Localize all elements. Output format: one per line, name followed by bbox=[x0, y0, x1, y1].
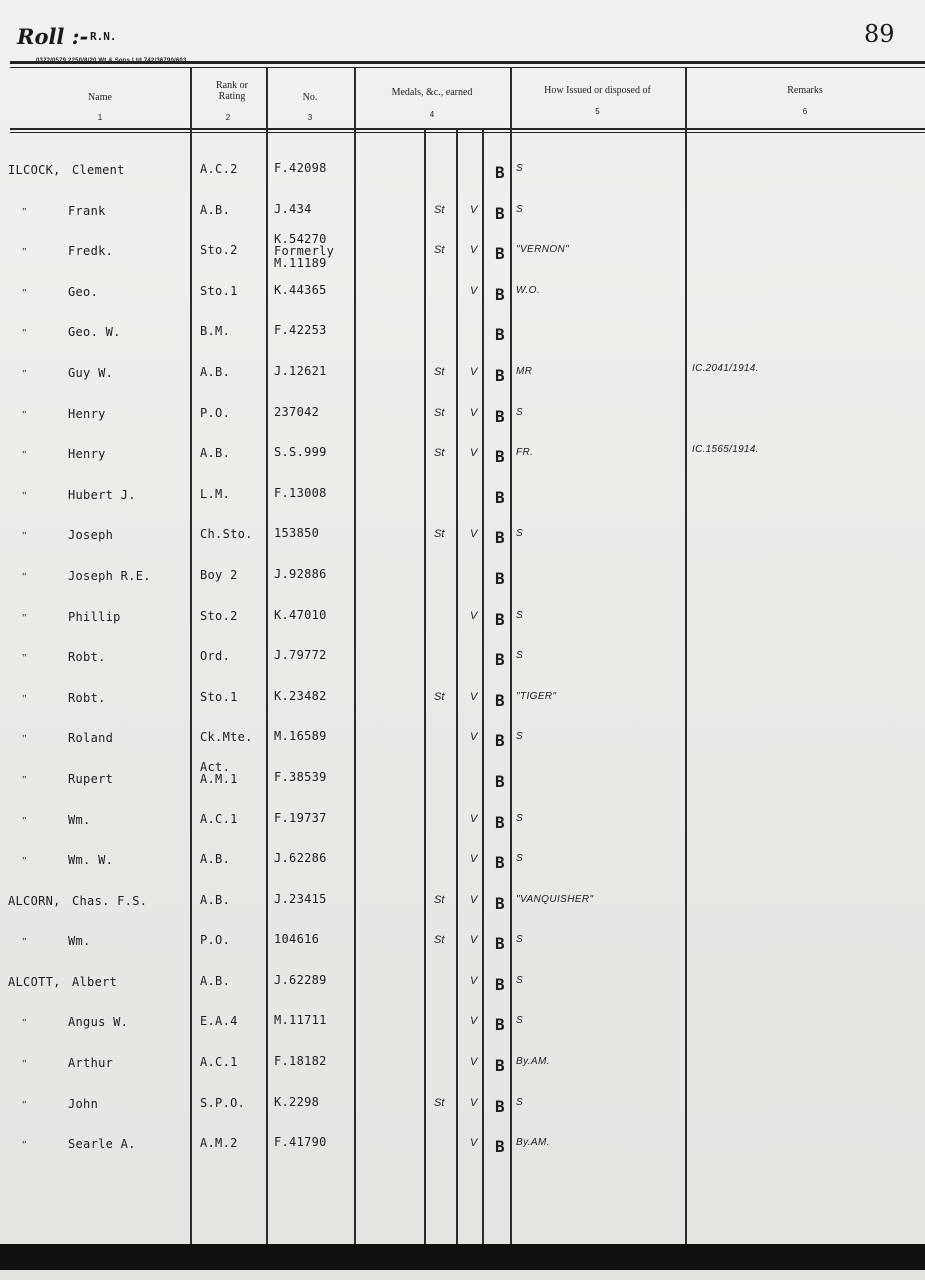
header-bottom-rule-thin bbox=[10, 132, 925, 133]
column-number-no: 3 bbox=[307, 113, 313, 122]
service-number-cell: S.S.999 bbox=[274, 445, 327, 460]
british-war-medal-mark: B bbox=[495, 244, 505, 264]
service-number-cell: F.13008 bbox=[274, 485, 327, 500]
roll-entries bbox=[0, 150, 925, 1165]
surname-cell: " bbox=[22, 692, 27, 705]
surname-cell: " bbox=[22, 367, 27, 380]
british-war-medal-mark: B bbox=[495, 974, 505, 994]
issued-cell: S bbox=[516, 974, 524, 986]
british-war-medal-mark: B bbox=[495, 771, 505, 791]
victory-medal-mark: V bbox=[470, 731, 478, 744]
star-medal-mark: St bbox=[434, 690, 445, 703]
surname-cell: " bbox=[22, 246, 27, 259]
british-war-medal-mark: B bbox=[495, 447, 505, 467]
victory-medal-mark: V bbox=[470, 406, 478, 419]
scan-bottom-edge bbox=[0, 1244, 925, 1270]
british-war-medal-mark: B bbox=[495, 568, 505, 588]
given-name-cell: Geo. W. bbox=[68, 325, 121, 340]
british-war-medal-mark: B bbox=[495, 487, 505, 507]
british-war-medal-mark: B bbox=[495, 690, 505, 710]
star-medal-mark: St bbox=[434, 528, 445, 541]
rank-cell: P.O. bbox=[200, 405, 231, 420]
star-medal-mark: St bbox=[434, 244, 445, 257]
service-number-cell: K.47010 bbox=[274, 607, 327, 622]
star-medal-mark: St bbox=[434, 1096, 445, 1109]
rank-cell: Sto.2 bbox=[200, 243, 238, 258]
victory-medal-mark: V bbox=[470, 609, 478, 622]
issued-cell: S bbox=[516, 934, 524, 946]
service-number-cell: M.11711 bbox=[274, 1013, 327, 1028]
roll-value: R.N. bbox=[90, 30, 117, 43]
victory-medal-mark: V bbox=[470, 284, 478, 297]
column-header-name: Name bbox=[88, 92, 112, 103]
british-war-medal-mark: B bbox=[495, 1096, 505, 1116]
rank-cell: L.M. bbox=[200, 486, 231, 501]
given-name-cell: Angus W. bbox=[68, 1015, 129, 1030]
british-war-medal-mark: B bbox=[495, 609, 505, 629]
column-header-no: No. bbox=[302, 92, 318, 103]
rank-cell: A.B. bbox=[200, 973, 231, 988]
service-number-cell: F.38539 bbox=[274, 769, 327, 784]
table-row bbox=[0, 1043, 925, 1084]
table-row bbox=[0, 800, 925, 841]
victory-medal-mark: V bbox=[470, 528, 478, 541]
british-war-medal-mark: B bbox=[495, 528, 505, 548]
service-number-cell: J.12621 bbox=[274, 363, 327, 378]
issued-cell: FR. bbox=[516, 447, 534, 459]
rank-cell: Sto.1 bbox=[200, 283, 238, 298]
rank-cell: B.M. bbox=[200, 324, 231, 339]
table-row bbox=[0, 597, 925, 638]
service-number-cell: J.92886 bbox=[274, 566, 327, 581]
service-number-cell: K.54270 Formerly M.11189 bbox=[274, 232, 335, 271]
rank-cell: A.B. bbox=[200, 892, 231, 907]
victory-medal-mark: V bbox=[470, 1096, 478, 1109]
surname-cell: " bbox=[22, 449, 27, 462]
surname-cell: " bbox=[22, 408, 27, 421]
issued-cell: S bbox=[516, 731, 524, 743]
british-war-medal-mark: B bbox=[495, 812, 505, 832]
table-row bbox=[0, 475, 925, 516]
british-war-medal-mark: B bbox=[495, 934, 505, 954]
surname-cell: " bbox=[22, 936, 27, 949]
service-number-cell: K.23482 bbox=[274, 688, 327, 703]
victory-medal-mark: V bbox=[470, 203, 478, 216]
service-number-cell: 237042 bbox=[274, 404, 320, 419]
column-number-name: 1 bbox=[97, 113, 103, 122]
rank-cell: S.P.O. bbox=[200, 1095, 246, 1110]
service-number-cell: 104616 bbox=[274, 932, 320, 947]
table-row bbox=[0, 840, 925, 881]
issued-cell: S bbox=[516, 1096, 524, 1108]
column-number-issued: 5 bbox=[595, 107, 600, 116]
surname-cell: " bbox=[22, 489, 27, 502]
rank-cell: A.C.1 bbox=[200, 1055, 238, 1070]
victory-medal-mark: V bbox=[470, 812, 478, 825]
surname-cell: " bbox=[22, 733, 27, 746]
service-number-cell: J.434 bbox=[274, 201, 312, 216]
given-name-cell: Albert bbox=[72, 974, 118, 989]
service-number-cell: F.41790 bbox=[274, 1135, 327, 1150]
table-row bbox=[0, 962, 925, 1003]
issued-cell: W.O. bbox=[516, 284, 541, 296]
british-war-medal-mark: B bbox=[495, 406, 505, 426]
service-number-cell: J.62289 bbox=[274, 972, 327, 987]
rank-cell: A.B. bbox=[200, 364, 231, 379]
issued-cell: S bbox=[516, 812, 524, 824]
rank-cell: Boy 2 bbox=[200, 567, 238, 582]
table-row bbox=[0, 394, 925, 435]
star-medal-mark: St bbox=[434, 365, 445, 378]
surname-cell: " bbox=[22, 611, 27, 624]
rank-cell: Ck.Mte. bbox=[200, 730, 253, 745]
rank-cell: Sto.1 bbox=[200, 689, 238, 704]
given-name-cell: Geo. bbox=[68, 284, 99, 299]
surname-cell: " bbox=[22, 205, 27, 218]
issued-cell: By.AM. bbox=[516, 1056, 550, 1068]
issued-cell: S bbox=[516, 528, 524, 540]
victory-medal-mark: V bbox=[470, 365, 478, 378]
victory-medal-mark: V bbox=[470, 1015, 478, 1028]
header-bottom-rule bbox=[10, 128, 925, 130]
column-number-rank: 2 bbox=[225, 113, 231, 122]
table-row bbox=[0, 515, 925, 556]
column-header-issued: How Issued or disposed of bbox=[544, 85, 651, 96]
victory-medal-mark: V bbox=[470, 244, 478, 257]
column-header-medals: Medals, &c., earned bbox=[391, 87, 473, 98]
table-row bbox=[0, 556, 925, 597]
given-name-cell: Robt. bbox=[68, 690, 106, 705]
issued-cell: S bbox=[516, 609, 524, 621]
given-name-cell: Wm. bbox=[68, 934, 91, 949]
surname-cell: ALCOTT, bbox=[8, 974, 61, 989]
issued-cell: S bbox=[516, 406, 524, 418]
surname-cell: " bbox=[22, 652, 27, 665]
table-row bbox=[0, 1002, 925, 1043]
issued-cell: MR bbox=[516, 365, 533, 377]
surname-cell: " bbox=[22, 530, 27, 543]
table-row bbox=[0, 231, 925, 272]
service-number-cell: K.44365 bbox=[274, 282, 327, 297]
given-name-cell: Searle A. bbox=[68, 1137, 136, 1152]
given-name-cell: Phillip bbox=[68, 609, 121, 624]
service-number-cell: J.62286 bbox=[274, 851, 327, 866]
victory-medal-mark: V bbox=[470, 853, 478, 866]
british-war-medal-mark: B bbox=[495, 650, 505, 670]
service-number-cell: J.79772 bbox=[274, 648, 327, 663]
given-name-cell: John bbox=[68, 1096, 99, 1111]
remark-cell: IC.1565/1914. bbox=[692, 444, 759, 456]
star-medal-mark: St bbox=[434, 447, 445, 460]
rank-cell: A.B. bbox=[200, 446, 231, 461]
rank-cell: Ord. bbox=[200, 649, 231, 664]
victory-medal-mark: V bbox=[470, 1137, 478, 1150]
issued-cell: S bbox=[516, 650, 524, 662]
surname-cell: ALCORN, bbox=[8, 893, 61, 908]
british-war-medal-mark: B bbox=[495, 1137, 505, 1157]
given-name-cell: Chas. F.S. bbox=[72, 893, 148, 908]
remark-cell: IC.2041/1914. bbox=[692, 362, 759, 374]
star-medal-mark: St bbox=[434, 934, 445, 947]
rank-cell: Act. A.M.1 bbox=[200, 759, 238, 786]
column-header-remarks: Remarks bbox=[787, 85, 823, 96]
table-row bbox=[0, 637, 925, 678]
given-name-cell: Henry bbox=[68, 447, 106, 462]
rank-cell: A.B. bbox=[200, 202, 231, 217]
given-name-cell: Roland bbox=[68, 731, 114, 746]
given-name-cell: Wm. bbox=[68, 812, 91, 827]
british-war-medal-mark: B bbox=[495, 365, 505, 385]
table-row bbox=[0, 921, 925, 962]
service-number-cell: F.19737 bbox=[274, 810, 327, 825]
issued-cell: S bbox=[516, 163, 524, 174]
rank-cell: A.C.1 bbox=[200, 811, 238, 826]
service-number-cell: F.42253 bbox=[274, 323, 327, 338]
surname-cell: " bbox=[22, 773, 27, 786]
rank-cell: P.O. bbox=[200, 933, 231, 948]
table-row bbox=[0, 191, 925, 232]
victory-medal-mark: V bbox=[470, 893, 478, 906]
given-name-cell: Wm. W. bbox=[68, 853, 114, 868]
table-row bbox=[0, 434, 925, 475]
given-name-cell: Clement bbox=[72, 163, 125, 177]
issued-cell: S bbox=[516, 853, 524, 865]
rank-cell: Ch.Sto. bbox=[200, 527, 253, 542]
rank-cell: Sto.2 bbox=[200, 608, 238, 623]
table-row bbox=[0, 678, 925, 719]
service-number-cell: J.23415 bbox=[274, 891, 327, 906]
service-number-cell: 153850 bbox=[274, 526, 320, 541]
surname-cell: " bbox=[22, 1139, 27, 1152]
issued-cell: S bbox=[516, 1015, 524, 1027]
victory-medal-mark: V bbox=[470, 934, 478, 947]
british-war-medal-mark: B bbox=[495, 163, 505, 182]
surname-cell: " bbox=[22, 814, 27, 827]
service-number-cell: K.2298 bbox=[274, 1094, 320, 1109]
british-war-medal-mark: B bbox=[495, 203, 505, 223]
surname-cell: " bbox=[22, 327, 27, 340]
surname-cell: " bbox=[22, 1058, 27, 1071]
table-row bbox=[0, 272, 925, 313]
table-row bbox=[0, 881, 925, 922]
given-name-cell: Fredk. bbox=[68, 244, 114, 259]
service-number-cell: M.16589 bbox=[274, 729, 327, 744]
column-header-rank: Rank or Rating bbox=[216, 80, 248, 102]
rank-cell: A.B. bbox=[200, 852, 231, 867]
surname-cell: " bbox=[22, 1017, 27, 1030]
british-war-medal-mark: B bbox=[495, 853, 505, 873]
given-name-cell: Arthur bbox=[68, 1056, 114, 1071]
given-name-cell: Henry bbox=[68, 406, 106, 421]
table-row bbox=[0, 1084, 925, 1125]
rank-cell: A.C.2 bbox=[200, 162, 238, 176]
star-medal-mark: St bbox=[434, 203, 445, 216]
table-row bbox=[0, 150, 925, 191]
surname-cell: " bbox=[22, 286, 27, 299]
column-number-medals: 4 bbox=[429, 110, 435, 119]
table-row bbox=[0, 1124, 925, 1165]
british-war-medal-mark: B bbox=[495, 893, 505, 913]
given-name-cell: Robt. bbox=[68, 650, 106, 665]
surname-cell: " bbox=[22, 855, 27, 868]
roll-label: Roll :- bbox=[17, 24, 89, 49]
given-name-cell: Rupert bbox=[68, 771, 114, 786]
header-top-rule-thin bbox=[10, 67, 925, 68]
service-number-cell: F.42098 bbox=[274, 161, 327, 175]
victory-medal-mark: V bbox=[470, 1056, 478, 1069]
table-row bbox=[0, 759, 925, 800]
issued-cell: By.AM. bbox=[516, 1137, 550, 1149]
british-war-medal-mark: B bbox=[495, 1056, 505, 1076]
british-war-medal-mark: B bbox=[495, 284, 505, 304]
rank-cell: A.M.2 bbox=[200, 1136, 238, 1151]
table-row bbox=[0, 312, 925, 353]
given-name-cell: Guy W. bbox=[68, 365, 114, 380]
victory-medal-mark: V bbox=[470, 447, 478, 460]
british-war-medal-mark: B bbox=[495, 325, 505, 345]
surname-cell: ILCOCK, bbox=[8, 163, 61, 177]
victory-medal-mark: V bbox=[470, 974, 478, 987]
table-row bbox=[0, 718, 925, 759]
surname-cell: " bbox=[22, 1098, 27, 1111]
given-name-cell: Joseph R.E. bbox=[68, 568, 151, 583]
service-number-cell: F.18182 bbox=[274, 1054, 327, 1069]
issued-cell: "VERNON" bbox=[516, 244, 570, 256]
surname-cell: " bbox=[22, 570, 27, 583]
british-war-medal-mark: B bbox=[495, 731, 505, 751]
issued-cell: "TIGER" bbox=[516, 690, 557, 702]
victory-medal-mark: V bbox=[470, 690, 478, 703]
issued-cell: "VANQUISHER" bbox=[516, 893, 594, 905]
table-row bbox=[0, 353, 925, 394]
rank-cell: E.A.4 bbox=[200, 1014, 238, 1029]
column-number-remarks: 6 bbox=[802, 107, 808, 116]
star-medal-mark: St bbox=[434, 406, 445, 419]
given-name-cell: Frank bbox=[68, 203, 106, 218]
given-name-cell: Joseph bbox=[68, 528, 114, 543]
header-top-rule bbox=[10, 61, 925, 64]
given-name-cell: Hubert J. bbox=[68, 487, 136, 502]
british-war-medal-mark: B bbox=[495, 1015, 505, 1035]
star-medal-mark: St bbox=[434, 893, 445, 906]
issued-cell: S bbox=[516, 203, 524, 215]
page-number: 89 bbox=[864, 20, 895, 48]
